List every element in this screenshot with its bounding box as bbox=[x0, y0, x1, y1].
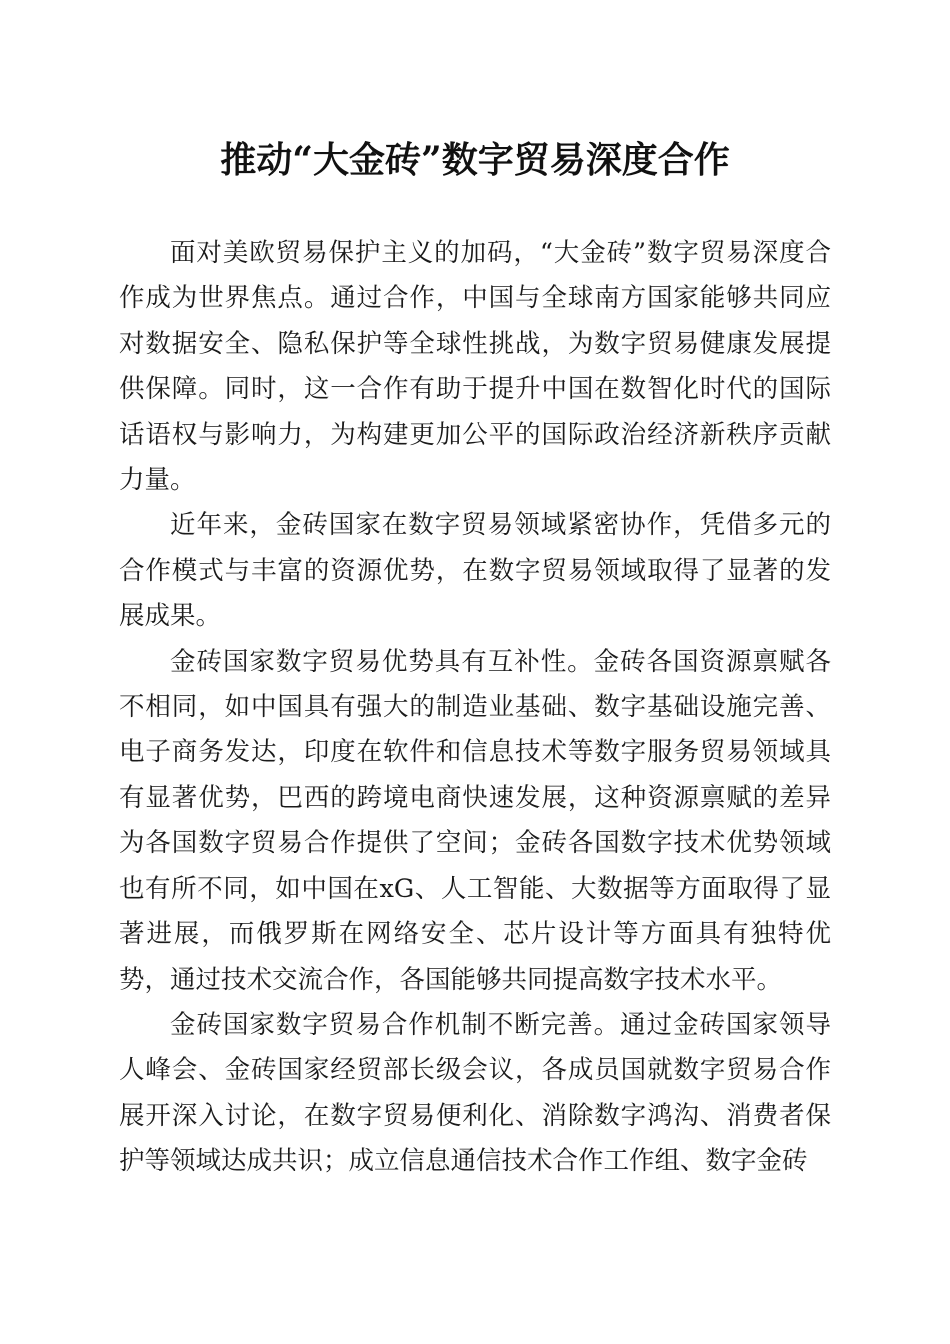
paragraph-2: 近年来，金砖国家在数字贸易领域紧密协作，凭借多元的合作模式与丰富的资源优势，在数字贸易领域取得了显著的发展成果。 bbox=[119, 510, 831, 632]
paragraph-3: 金砖国家数字贸易优势具有互补性。金砖各国资源禀赋各不相同，如中国具有强大的制造业基础、数字基础设施完善、电子商务发达，印度在软件和信息技术等数字服务贸易领域具有显著优势，巴西的跨境电商快速发展，这种资源禀赋的差异为各国数字贸易合作提供了空间；金砖各国数字技术优势领域也有所不同，如中国在xG、人工智能、大数据等方面取得了显著进展，而俄罗斯在网络安全、芯片设计等方面具有独特优势，通过技术交流合作，各国能够共同提高数字技术水平。 bbox=[119, 646, 831, 995]
document-body bbox=[119, 231, 831, 1185]
paragraph-1: 面对美欧贸易保护主义的加码，“大金砖”数字贸易深度合作成为世界焦点。通过合作，中国与全球南方国家能够共同应对数据安全、隐私保护等全球性挑战，为数字贸易健康发展提供保障。同时，这一合作有助于提升中国在数智化时代的国际话语权与影响力，为构建更加公平的国际政治经济新秩序贡献力量。 bbox=[119, 238, 831, 496]
paragraph-4: 金砖国家数字贸易合作机制不断完善。通过金砖国家领导人峰会、金砖国家经贸部长级会议，各成员国就数字贸易合作展开深入讨论，在数字贸易便利化、消除数字鸿沟、消费者保护等领域达成共识；成立信息通信技术合作工作组、数字金砖 bbox=[119, 1009, 831, 1177]
document-title: 推动“大金砖”数字贸易深度合作 bbox=[220, 139, 730, 181]
